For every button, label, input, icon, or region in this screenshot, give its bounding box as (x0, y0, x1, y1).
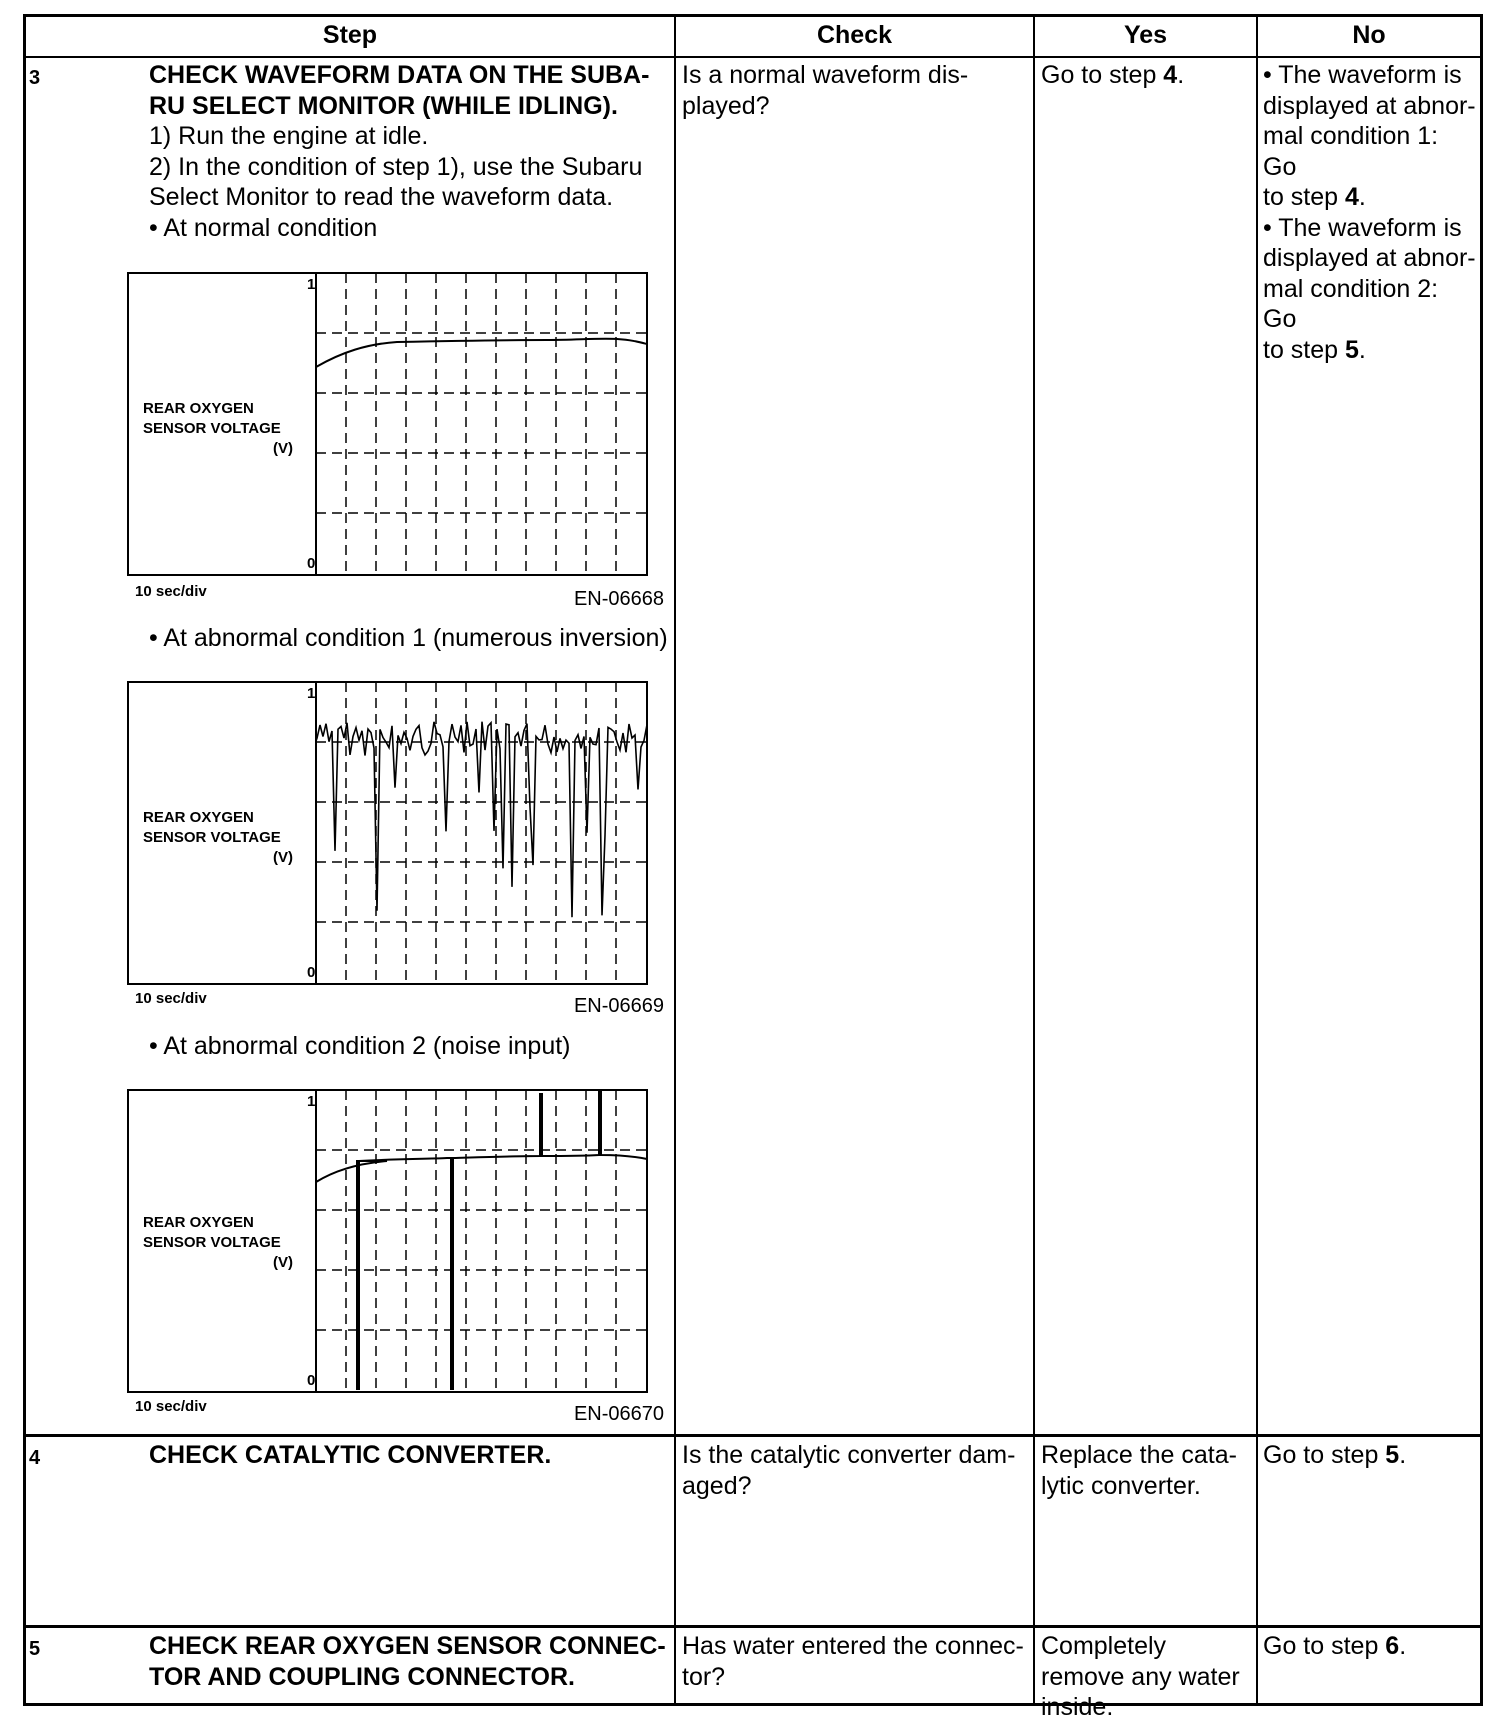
figure-3-labels (127, 1089, 649, 1394)
step-5-title-line2: TOR AND COUPLING CONNECTOR. (149, 1662, 575, 1691)
step-4-check (682, 1440, 1027, 1501)
figure-3-ymin: 0 (307, 1372, 316, 1389)
figure-1-ymin: 0 (307, 555, 316, 572)
step-3-yes-suffix: . (1177, 61, 1185, 89)
figure-1-ylabel (143, 399, 293, 459)
step-3-no2-suffix: . (1358, 335, 1366, 364)
step-3-no2-prefix: to step (1263, 335, 1345, 364)
step-4-check-line2: aged? (682, 1471, 752, 1500)
step-4-yes-line1: Replace the cata- (1041, 1441, 1237, 1469)
header-yes: Yes (1123, 21, 1168, 49)
step-4-check-line1: Is the catalytic converter dam- (682, 1441, 1016, 1469)
step-4-title: CHECK CATALYTIC CONVERTER. (149, 1441, 552, 1469)
step-3-check-line2: played? (682, 91, 770, 120)
figure-1-ymax: 1 (307, 276, 316, 293)
figure-3-ylabel-line1: REAR OXYGEN (143, 1214, 254, 1231)
step-5-yes-line3: inside. (1041, 1693, 1114, 1721)
step-number-5: 5 (29, 1638, 41, 1660)
step-3-no2-line4 (1263, 335, 1478, 366)
step-3-no1-suffix: . (1358, 183, 1366, 211)
col-divider-yes-no (1256, 14, 1258, 1706)
step-3-no1-step: 4 (1345, 183, 1359, 211)
figure-1-labels (127, 272, 649, 577)
step-number-3: 3 (29, 67, 41, 89)
header-divider (23, 56, 1483, 58)
step-3-no2-line1: • The waveform is (1263, 213, 1462, 242)
figure-2-ylabel-line1: REAR OXYGEN (143, 809, 254, 826)
step-3-no (1263, 60, 1478, 365)
step-5-yes-line2: remove any water (1041, 1662, 1240, 1691)
step-3-instruction-3: Select Monitor to read the waveform data. (149, 183, 614, 211)
figure-1-ylabel-line1: REAR OXYGEN (143, 400, 254, 417)
step-3-instruction-1: 1) Run the engine at idle. (149, 122, 429, 150)
figure-1-timebase: 10 sec/div (135, 583, 207, 600)
step-3-text (149, 60, 669, 243)
step-5-text (149, 1631, 669, 1692)
step-3-no2-line3: mal condition 2: Go (1263, 274, 1439, 333)
step-5-no (1263, 1631, 1478, 1662)
step-3-check (682, 60, 1027, 121)
bullet-normal-condition: • At normal condition (149, 213, 378, 242)
header-step: Step (322, 21, 378, 49)
step-5-no-suffix: . (1399, 1632, 1407, 1660)
step-4-text (149, 1440, 669, 1471)
step-3-no2-step: 5 (1345, 335, 1359, 364)
figure-2-ymax: 1 (307, 685, 316, 702)
step-5-yes-line1: Completely (1041, 1632, 1167, 1660)
col-divider-step-check (674, 14, 676, 1706)
figure-3-ylabel (143, 1213, 293, 1273)
step-5-check-line1: Has water entered the connec- (682, 1632, 1024, 1660)
step-5-no-step: 6 (1385, 1632, 1400, 1660)
step-number-4: 4 (29, 1447, 41, 1469)
step-3-title-line1: CHECK WAVEFORM DATA ON THE SUBA- (149, 61, 650, 89)
step-5-no-prefix: Go to step (1263, 1632, 1386, 1660)
step-4-no-step: 5 (1385, 1441, 1400, 1469)
figure-2-ylabel-line3: (V) (273, 849, 293, 866)
step-3-title-line2: RU SELECT MONITOR (WHILE IDLING). (149, 91, 618, 120)
step-3-check-line1: Is a normal waveform dis- (682, 61, 969, 89)
figure-3-ylabel-line2: SENSOR VOLTAGE (143, 1234, 281, 1251)
step-3-instruction-2: 2) In the condition of step 1), use the Subaru (149, 152, 643, 181)
header-check: Check (816, 21, 893, 49)
step-5-title-line1: CHECK REAR OXYGEN SENSOR CONNEC- (149, 1632, 666, 1660)
bullet-abnormal-2: • At abnormal condition 2 (noise input) (149, 1032, 571, 1060)
figure-1-ylabel-line3: (V) (273, 440, 293, 457)
step-4-no-prefix: Go to step (1263, 1441, 1386, 1469)
row-divider-3-4 (23, 1434, 1483, 1437)
step-4-yes-line2: lytic converter. (1041, 1471, 1201, 1500)
step-5-check (682, 1631, 1027, 1692)
step-3-yes (1041, 60, 1251, 91)
table-border-right (1480, 14, 1483, 1706)
figure-2-labels (127, 681, 649, 986)
step-4-yes (1041, 1440, 1251, 1501)
figure-3-ylabel-line3: (V) (273, 1254, 293, 1271)
figure-2-timebase: 10 sec/div (135, 990, 207, 1007)
figure-1-id: EN-06668 (573, 588, 664, 610)
step-5-check-line2: tor? (682, 1662, 726, 1691)
figure-3-timebase: 10 sec/div (135, 1398, 207, 1415)
step-5-yes (1041, 1631, 1251, 1723)
table-border-top (23, 14, 1483, 17)
step-3-no1-line2: displayed at abnor- (1263, 91, 1476, 120)
figure-2-ylabel-line2: SENSOR VOLTAGE (143, 829, 281, 846)
figure-2-ymin: 0 (307, 964, 316, 981)
step-4-no-suffix: . (1399, 1441, 1407, 1469)
step-3-yes-step: 4 (1163, 61, 1178, 89)
table-border-left (23, 14, 26, 1706)
col-divider-check-yes (1033, 14, 1035, 1706)
figure-2-ylabel (143, 808, 293, 868)
step-3-no2-line2: displayed at abnor- (1263, 244, 1476, 272)
row-divider-4-5 (23, 1625, 1483, 1628)
figure-3-id: EN-06670 (573, 1403, 664, 1425)
figure-3-ymax: 1 (307, 1093, 316, 1110)
header-no: No (1352, 21, 1386, 49)
step-3-yes-prefix: Go to step (1041, 61, 1164, 89)
step-4-no (1263, 1440, 1478, 1471)
step-3-no1-line1: • The waveform is (1263, 61, 1462, 89)
step-3-no1-line4 (1263, 182, 1478, 213)
table-border-bottom (23, 1703, 1483, 1706)
figure-1-ylabel-line2: SENSOR VOLTAGE (143, 420, 281, 437)
step-3-no1-prefix: to step (1263, 183, 1345, 211)
step-3-no1-line3: mal condition 1: Go (1263, 122, 1439, 181)
figure-2-id: EN-06669 (573, 995, 664, 1017)
bullet-abnormal-1: • At abnormal condition 1 (numerous inversion) (149, 624, 668, 652)
